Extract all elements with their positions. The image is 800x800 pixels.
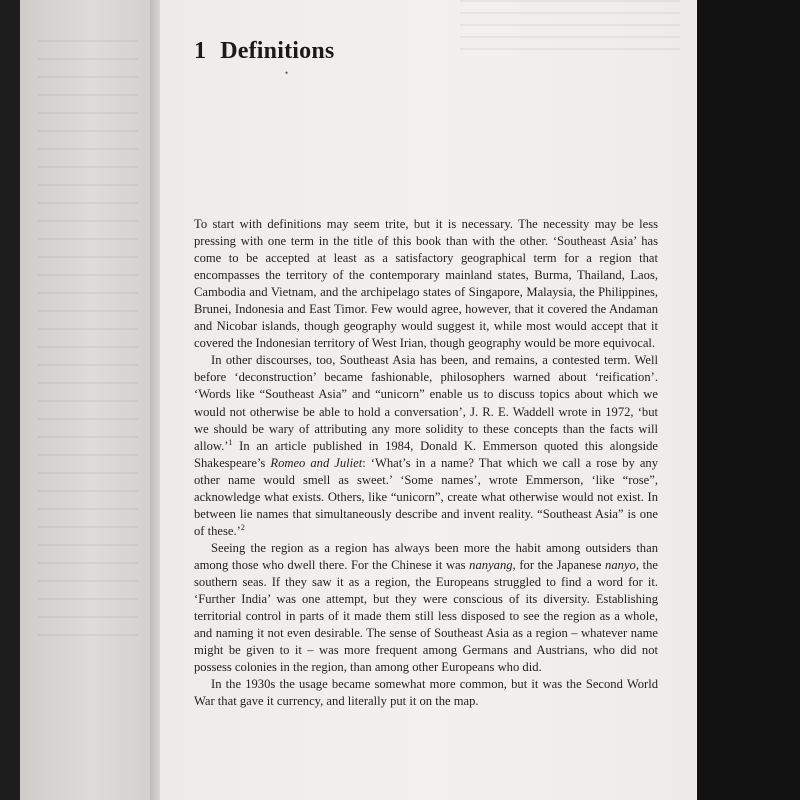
facing-page <box>20 0 152 800</box>
term-nanyang: nanyang <box>469 557 513 572</box>
paragraph-1-text: To start with definitions may seem trite, but it is necessary. The necessity may be less pressing with one term in the title of this book than with the other. ‘Southeast Asia’ has come to be accepted at least as a satisfactory geographical term for a region that encompasses the territory of the contemporary mainland states, Burma, Thailand, Laos, Cambodia and Vietnam, and the archipelago states of Singapore, Malaysia, the Philippines, Brunei, Indonesia and East Timor. Few would agree, however, that it covered the Andaman and Nicobar islands, though geography would suggest it, while most would accept that it covered the Indonesian territory of West Irian, though geography would be more equivocal. <box>194 217 658 351</box>
paragraph-2-text-a: In other discourses, too, Southeast Asia has been, and remains, a contested term. Well before ‘deconstruction’ became fashionable, philosophers warned about ‘reification’. ‘Words like “Southeast Asia” and “unicorn” enable us to discuss topics about which we would not otherwise be able to hold a conversation’, J. R. E. Waddell wrote in 1972, ‘but we should be wary of attributing any more solidity to these concepts than the facts will allow.’ <box>194 353 658 453</box>
footnote-ref-1: 1 <box>228 437 233 447</box>
paragraph-2 <box>194 352 658 540</box>
paragraph-4 <box>194 676 658 710</box>
chapter-title: Definitions <box>220 38 335 64</box>
chapter-heading <box>194 38 334 65</box>
paragraph-3 <box>194 540 658 676</box>
paragraph-3-text-b: , for the Japanese <box>512 557 606 572</box>
paragraph-3-text-c: , the southern seas. If they saw it as a region, the Europeans struggled to find a word for it. ‘Further India’ was one attempt, but they were conscious of its diversity. Establishing territorial control in parts of it made them still less disposed to see the region as a whole, and naming it not even desirable. The sense of Southeast Asia as a region – whatever name might be given to it – was more frequent among Germans and Austrians, who did not possess colonies in the region, than among other Europeans who did. <box>194 557 658 675</box>
ornament-dot: • <box>285 68 289 78</box>
paragraph-1 <box>194 216 658 352</box>
table-edge-left <box>0 0 20 800</box>
chapter-number: 1 <box>194 38 207 64</box>
work-title: Romeo and Juliet <box>270 455 363 470</box>
facing-page-showthrough <box>38 40 138 640</box>
footnote-ref-2: 2 <box>240 522 245 532</box>
book-page <box>160 0 697 800</box>
page-showthrough <box>460 0 680 60</box>
paragraph-3-text-a: Seeing the region as a region has always been more the habit among outsiders than among those who dwell there. For the Chinese it was <box>194 540 658 572</box>
paragraph-2-text-b: In an article published in 1984, Donald K. Emmerson quoted this alongside Shakespeare’s <box>194 438 658 470</box>
table-background-right <box>697 0 800 800</box>
body-text <box>194 216 658 710</box>
term-nanyo: nanyo <box>605 557 636 572</box>
paragraph-2-text-c: : ‘What’s in a name? That which we call a rose by any other name would smell as sweet.’ ‘Some names’, wrote Emmerson, ‘like “rose”, acknowledge what exists. Others, like “unicorn”, create what otherwise would not exist. In between lie names that simultaneously describe and invent reality. “Southeast Asia” is one of these.’ <box>194 455 658 538</box>
paragraph-4-text: In the 1930s the usage became somewhat more common, but it was the Second World War that gave it currency, and literally put it on the map. <box>194 677 658 709</box>
